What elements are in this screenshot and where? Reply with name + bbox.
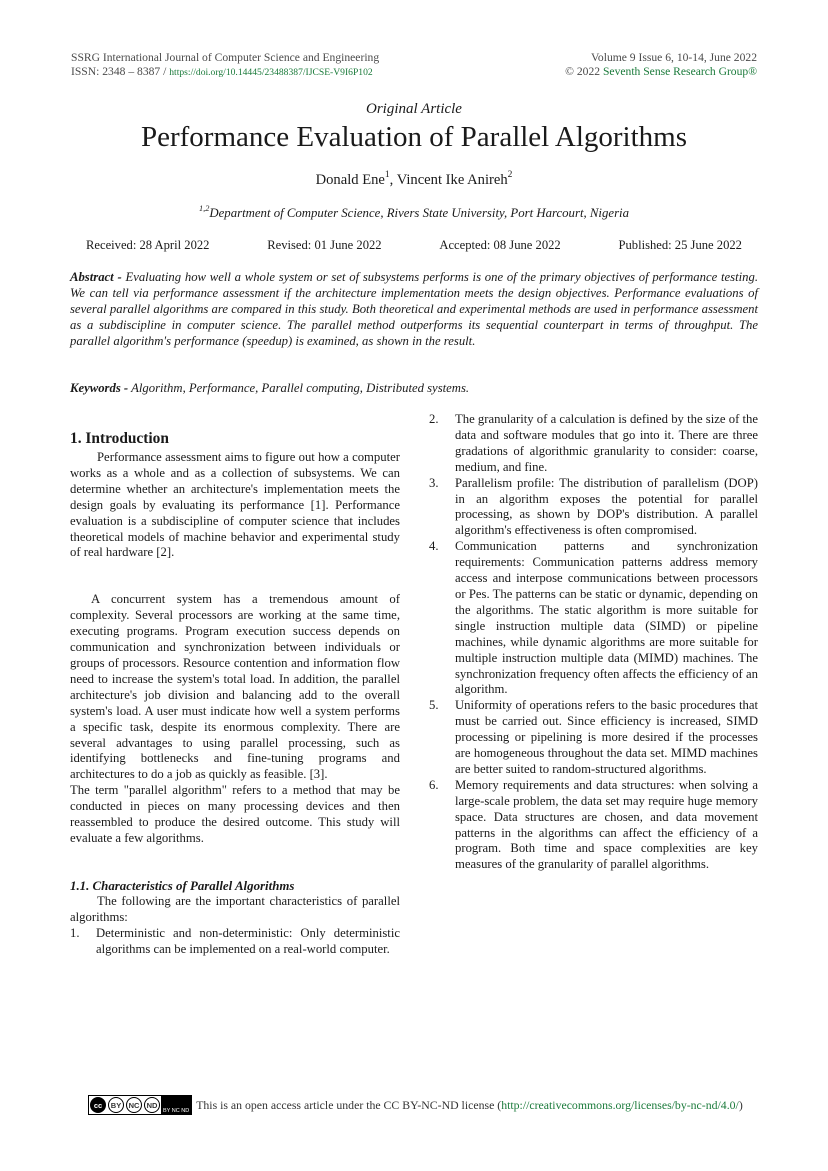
list-item-text: Deterministic and non-deterministic: Only deterministic algorithms can be implemented on a real-world computer. bbox=[96, 925, 400, 956]
keywords-text: Algorithm, Performance, Parallel computing, Distributed systems. bbox=[131, 381, 470, 395]
list-item bbox=[429, 476, 758, 540]
abstract-label: Abstract - bbox=[70, 270, 122, 284]
right-column bbox=[429, 412, 758, 873]
characteristics-heading: 1.1. Characteristics of Parallel Algorithms bbox=[70, 878, 295, 893]
keywords bbox=[70, 381, 758, 396]
issn: ISSN: 2348 – 8387 / bbox=[71, 65, 167, 78]
list-item-number: 3. bbox=[429, 475, 439, 490]
list-item-text: Uniformity of operations refers to the basic procedures that must be carried out. Since efficiency is increased, SIMD processing or pipelining is more desired if the processes are homogeneous throughout the data set. MIMD machines are better suited to random-structured algorithms. bbox=[455, 698, 758, 776]
list-item-number: 4. bbox=[429, 539, 439, 554]
cc-icon: cc bbox=[90, 1097, 106, 1113]
author-1: Donald Ene bbox=[315, 172, 385, 188]
intro-paragraph-3: The term "parallel algorithm" refers to a method that may be conducted in pieces on many processing devices and then reassembled to produce the desired outcome. This study will evaluate a few algorithms. bbox=[70, 783, 400, 845]
article-type: Original Article bbox=[366, 101, 462, 117]
list-item-number: 1. bbox=[70, 925, 80, 940]
nc-icon: NC bbox=[126, 1097, 142, 1113]
cc-license-icon[interactable] bbox=[88, 1095, 192, 1115]
left-column bbox=[70, 430, 400, 957]
nd-icon: ND bbox=[144, 1097, 160, 1113]
date-revised: Revised: 01 June 2022 bbox=[267, 238, 382, 252]
author-2-affil: 2 bbox=[507, 170, 513, 181]
keywords-label: Keywords - bbox=[70, 381, 129, 395]
intro-paragraph-2: A concurrent system has a tremendous amount of complexity. Several processors are working at the same time, executing programs. Program execution success depends on communication and synchronization between individuals or groups of processors. Resource contention and information flow need to increase the system's total load. In addition, the parallel architecture's job division and balancing add to the overall system's load. A user must indicate how well a system performs a specific task, despite its enormous complexity. There are several advantages to using parallel processing, such as identifying bottlenecks and fine-tuning programs and architectures to do a job as quickly as feasible. [3]. bbox=[70, 592, 400, 782]
list-item-text: Memory requirements and data structures: when solving a large-scale problem, the data set may require huge memory space. Data structures are chosen, and data movement patterns in the algorithms can affect the efficiency of a program. Both time and space complexities are key measures of the granularity of parallel algorithms. bbox=[455, 777, 758, 872]
list-item-number: 6. bbox=[429, 777, 439, 792]
list-item bbox=[429, 778, 758, 873]
list-item bbox=[429, 539, 758, 698]
by-icon: BY bbox=[108, 1097, 124, 1113]
intro-paragraph-1: Performance assessment aims to figure out how a computer works as a whole and as a collection of subsystems. We can determine whether an architecture's implementation meets the design goals by evaluating its performance [1]. Performance evaluation is a subdiscipline of computer science that includes theoretical models of machine behavior and experimental study of real hardware [2]. bbox=[70, 450, 400, 560]
introduction-heading: 1. Introduction bbox=[70, 430, 169, 447]
journal-name: SSRG International Journal of Computer Science and Engineering bbox=[71, 51, 380, 64]
characteristics-intro: The following are the important characteristics of parallel algorithms: bbox=[70, 893, 400, 924]
abstract bbox=[70, 269, 758, 349]
list-item-text: The granularity of a calculation is defined by the size of the data and software modules that go into it. There are three gradations of algorithmic granularity to consider: coarse, medium, and fine. bbox=[455, 412, 758, 474]
list-item bbox=[429, 412, 758, 476]
list-item bbox=[70, 926, 400, 958]
license-close: ) bbox=[738, 1097, 743, 1112]
issn-line bbox=[71, 65, 379, 80]
volume-info: Volume 9 Issue 6, 10-14, June 2022 bbox=[591, 51, 757, 64]
author-separator: , bbox=[389, 172, 397, 188]
license-text: This is an open access article under the CC BY-NC-ND license ( bbox=[196, 1097, 502, 1112]
list-item bbox=[429, 698, 758, 778]
abstract-text: Evaluating how well a whole system or set of subsystems performs is one of the primary objectives of performance testing. We can tell via performance assessment if the architecture implementation meets the design objectives. Performance evaluations of several parallel algorithms are compared in this study. Both theoretical and experimental methods are used in performance assessment as a subdiscipline in computer science. The parallel method outperforms its sequential counterpart in terms of throughput. The parallel algorithm's performance (speedup) is examined, as shown in the result. bbox=[70, 270, 758, 348]
journal-header-left bbox=[71, 51, 379, 80]
author-1-affil: 1 bbox=[384, 170, 390, 181]
cc-strip-text: BY NC ND bbox=[161, 1096, 191, 1114]
doi-link[interactable]: https://doi.org/10.14445/23488387/IJCSE-V9I6P102 bbox=[169, 67, 373, 78]
list-item-text: Parallelism profile: The distribution of parallelism (DOP) in an algorithm exposes the potential for parallel processing, as shown by DOP's distribution. A parallel algorithm's effectiveness is often compromised. bbox=[455, 475, 758, 538]
date-line bbox=[86, 238, 742, 253]
affiliation-text: Department of Computer Science, Rivers State University, Port Harcourt, Nigeria bbox=[209, 206, 629, 220]
affiliation-marker: 1,2 bbox=[198, 203, 210, 213]
author-list bbox=[0, 172, 828, 189]
date-received: Received: 28 April 2022 bbox=[86, 238, 210, 252]
characteristics-list-left bbox=[70, 926, 400, 958]
author-2: Vincent Ike Anireh bbox=[396, 172, 508, 188]
copyright-line bbox=[565, 65, 757, 79]
publisher-link[interactable]: Seventh Sense Research Group® bbox=[602, 65, 757, 78]
date-accepted: Accepted: 08 June 2022 bbox=[439, 238, 561, 252]
list-item-text: Communication patterns and synchronization requirements: Communication patterns address memory access and interpose communications between processors or Pes. The patterns can be static or dynamic, depending on the algorithms. The static algorithm is more suitable for single instruction multiple data (SIMD) or pipeline machines, while dynamic algorithms are more suitable for multiple instruction multiple data (MIMD) machines. The synchronization frequency often affects the efficiency of an algorithm. bbox=[455, 539, 758, 697]
journal-header-right bbox=[565, 51, 757, 79]
affiliation bbox=[0, 203, 828, 221]
date-published: Published: 25 June 2022 bbox=[618, 238, 742, 252]
characteristics-list-right bbox=[429, 412, 758, 873]
license-link[interactable]: http://creativecommons.org/licenses/by-nc-nd/4.0/ bbox=[501, 1097, 739, 1112]
list-item-number: 5. bbox=[429, 698, 439, 713]
list-item-number: 2. bbox=[429, 412, 439, 426]
copyright-prefix: © 2022 bbox=[565, 65, 601, 78]
paper-title: Performance Evaluation of Parallel Algorithms bbox=[140, 121, 687, 153]
license-footer bbox=[88, 1095, 743, 1115]
